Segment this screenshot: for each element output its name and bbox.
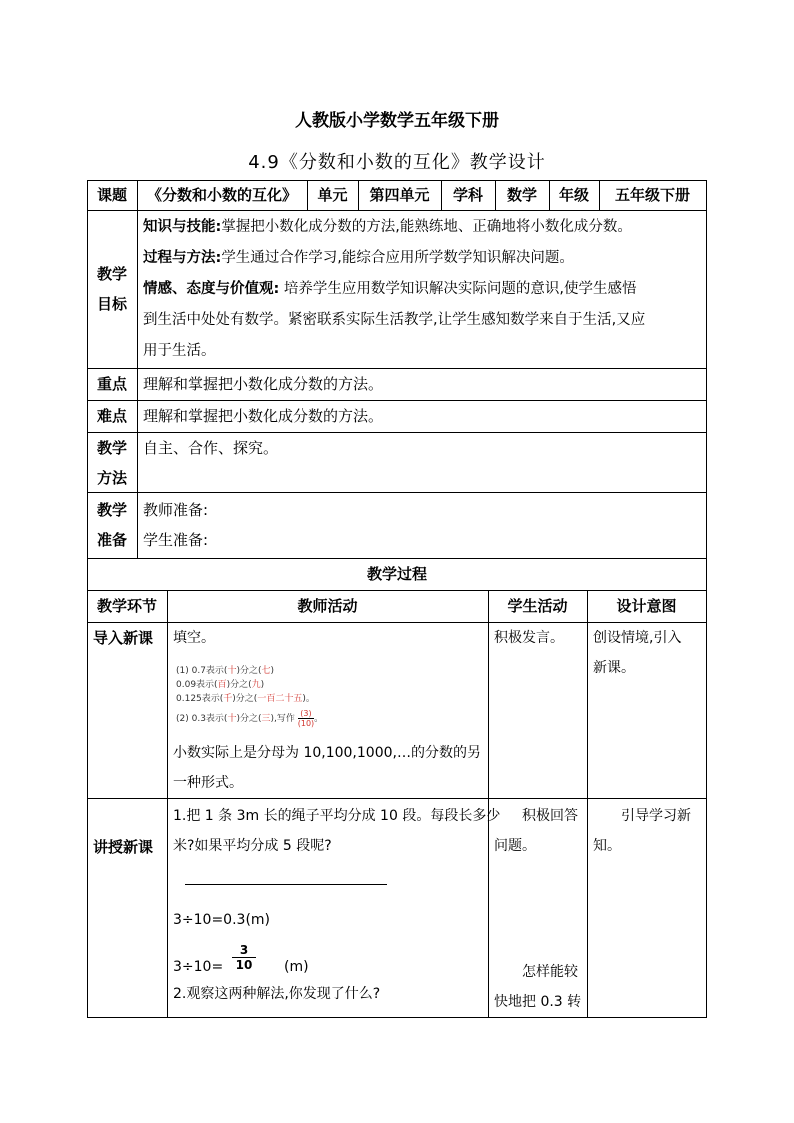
exercise-line-4: (2) 0.3表示(十)分之(三),写作 $\frac{(3)}{(10)}$ 。	[176, 709, 324, 728]
teach-fraction: 3 10	[232, 943, 256, 972]
teach-question-1: 1.把 1 条 3m 长的绳子平均分成 10 段。每段长多少 米?如果平均分成 5 段呢?	[173, 808, 501, 854]
teach-calc-1: 3÷10=0.3(m)	[173, 912, 271, 928]
unit-label: 单元	[317, 186, 348, 204]
student-prep: 学生准备:	[143, 531, 209, 549]
unit-value: 第四单元	[369, 186, 430, 204]
goals-content: 知识与技能:掌握把小数化成分数的方法,能熟练地、正确地将小数化成分数。 过程与方法:学生通过合作学习,能综合应用所学数学知识解决问题。 情感、态度与价值观: 培养学生应用数学知识解决实际问题的意识,使学生感悟 到生活中处处有数学。紧密联系实际生活教学,让学生感知数学来自于生活,又应 用于生活。	[143, 212, 703, 367]
intro-teacher-text: 填空。	[173, 630, 215, 646]
teach-design-intent: 引导学习新 知。	[593, 808, 691, 854]
key-point-label: 重点	[96, 375, 127, 393]
emotion-goal: 情感、态度与价值观: 培养学生应用数学知识解决实际问题的意识,使学生感悟	[143, 281, 637, 297]
subject-label: 学科	[452, 186, 483, 204]
header-student-activity: 学生活动	[507, 597, 568, 615]
document-title: 人教版小学数学五年级下册	[295, 111, 499, 131]
teacher-prep: 教师准备:	[143, 501, 209, 519]
difficulty-text: 理解和掌握把小数化成分数的方法。	[143, 407, 384, 425]
teach-calc-2-unit: (m)	[284, 959, 309, 975]
key-point-text: 理解和掌握把小数化成分数的方法。	[143, 375, 384, 393]
prep-content	[143, 495, 208, 555]
rope-line	[185, 884, 387, 885]
difficulty-label: 难点	[96, 407, 127, 425]
header-design-intent: 设计意图	[616, 597, 677, 615]
exercise-line-2: 0.09表示(百)分之(九)	[176, 680, 265, 690]
teach-student-question: 怎样能较 快地把 0.3 转	[494, 964, 582, 1010]
intro-stage: 导入新课	[93, 629, 154, 647]
topic-value: 《分数和小数的互化》	[146, 186, 297, 204]
topic-label: 课题	[96, 186, 127, 204]
teach-student-activity: 积极回答 问题。	[494, 808, 578, 854]
subject-value: 数学	[506, 186, 537, 204]
goals-label: 教学 目标	[96, 265, 127, 313]
grade-label: 年级	[558, 186, 589, 204]
header-teacher-activity: 教师活动	[297, 597, 358, 615]
method-label: 教学 方法	[96, 439, 127, 487]
teach-stage: 讲授新课	[93, 838, 154, 856]
intro-design-intent: 创设情境,引入 新课。	[593, 630, 682, 676]
teach-calc-2: 3÷10=	[173, 959, 224, 975]
process-goal: 过程与方法:学生通过合作学习,能综合应用所学数学知识解决问题。	[143, 250, 574, 266]
knowledge-goal: 知识与技能:掌握把小数化成分数的方法,能熟练地、正确地将小数化成分数。	[143, 219, 632, 235]
method-text: 自主、合作、探究。	[143, 439, 279, 457]
teach-question-2: 2.观察这两种解法,你发现了什么?	[173, 986, 381, 1002]
document-subtitle: 4.9《分数和小数的互化》教学设计	[248, 152, 546, 173]
process-title: 教学过程	[366, 565, 427, 583]
intro-student-activity: 积极发言。	[494, 630, 564, 646]
intro-summary: 小数实际上是分母为 10,100,1000,…的分数的另 一种形式。	[173, 745, 481, 791]
intro-exercise-image	[176, 664, 356, 728]
exercise-fraction: $\frac{(3)}{(10)}$	[297, 709, 315, 728]
header-stage: 教学环节	[96, 597, 157, 615]
grade-value: 五年级下册	[614, 186, 690, 204]
exercise-line-1: (1) 0.7表示(十)分之(七)	[176, 666, 275, 676]
prep-label: 教学 准备	[96, 501, 127, 549]
exercise-line-3: 0.125表示(千)分之(一百二十五)。	[176, 694, 315, 704]
